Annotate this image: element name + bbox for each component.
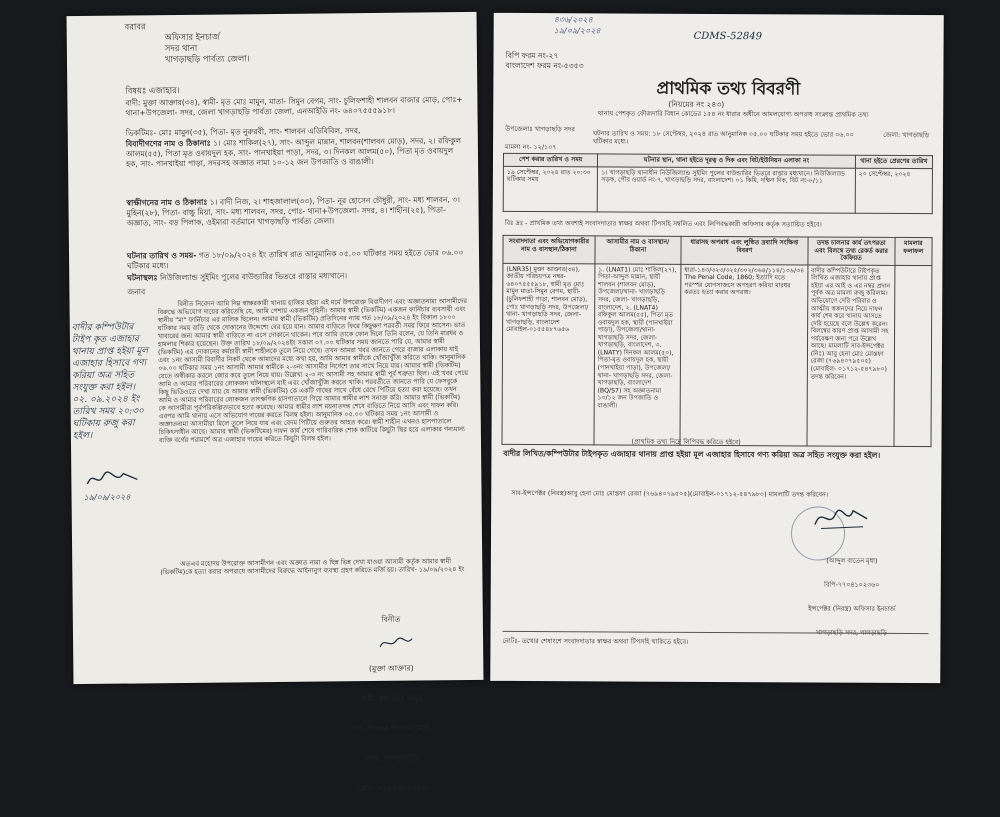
complainant-name: (মুক্তা আক্তার) (368, 663, 414, 674)
plaintiff-info: বাদী: মুক্তা আক্তার(৩৪), স্বামী- মৃত মোঃ মামুন, মাতা- সিমুন বেগম, সাং- চুলিফশাহী শালবন বাজার মোড়, পোঃ+ থানা+উপজেলা- সদর, জেলা খাগড়াছড়ি পার্বত্য জেলা, এনআইডি নং- ৬৪০৭৫৫৫৯১৮। (125, 94, 466, 118)
form-number (505, 51, 583, 71)
complainant-address: সাং- শালবন শালবন মোড়, (351, 723, 433, 734)
cell-investigation: বাদীর কম্পিউটারে টাইপকৃত লিখিত এজাহার থানায় প্রাপ্ত হইয়া এর আই ও এর নম্বর প্রদান পূর্বক অত্র মামলা রুজু করিলাম। অভিযোগে দেরি পরিবার ও আত্মীয় স্বজনদের নিয়ে দাফন কার্য শেষ করে থানায় আসতে দেরি হয়েছে বলে উল্লেখ করেন। বিলম্বের কারণ প্রাপ্ত আসামী সহ পর্যবেক্ষণ জন্য পরে উল্লেখ আছে। মামলাটি সাব-ইন্সপেক্টর (নিঃ) আবু হেনা মোঃ মোস্তফা রেজা (৭৬৯৪০৭৯৫০৫)(মোবাইল- ০১৭১২-৫৪৭৯৮০) তদন্ত করিবেন। (807, 265, 895, 446)
form-rule-number: (নিয়মের নং ২৪৩) (668, 99, 725, 110)
case-number: মামলা নং- ১২/১০৭ (505, 142, 557, 152)
signature-mark-icon (811, 502, 871, 532)
incident-time-text: গত ১৮/০৯/২০২৪ ইং তারিখ রাত আনুমানিক ০৫.০০ ঘটিকার সময় হইতে ভোর ০৬.০০ ঘটিকার মধ্যে। (127, 247, 466, 271)
column-accused: আসামীর নাম ও বাসস্থান/ঠিকানা (595, 236, 681, 264)
form-sub-number: বাংলাদেশ ফরম নং-৫৩৫৩ (505, 60, 584, 71)
parties-table (501, 235, 932, 447)
cell-offence-section: ধারা-১৪৩/৩২৩/৩২৫/৩০২/৩৬৪/১১৪/১০৯/৩৪ The Penal Code, 1860; ইত্যাদি মতে পরস্পর যোগসাজসে অপহরণ করিয়া মারধর করতঃ হত্যা করার অপরাধ। (680, 264, 808, 446)
upazila-label: উপজেলাঃ খাগড়াছড়ি সদর (505, 124, 575, 134)
submission-table-row (503, 166, 932, 213)
endorsement-statement: বাদীর লিখিত/কম্পিউটার টাইপকৃত এজাহার থানায় প্রাপ্ত হইয়া মূল এজাহার হিসাবে গণ্য করিয়া অত্র সহিত সংযুক্ত করা হইল। (503, 448, 881, 460)
cell-informant: (LNR35) মুক্তা আক্তার(৩৪), জাতীয় পরিচয়পত্র নম্বর- ৬৪০৭৫৫৫৯১৮, স্বামী মৃত মোঃ মামুন মাতা-সিমুন বেগম, স্থায়ী- (চুলিফশাহী পাড়া, শালবন মোড়), পোঃ খাগড়াছড়ি সদর, উপজেলা/থানা- খাগড়াছড়ি সদর, জেলা- খাগড়াছড়ি, বাংলাদেশ মোবাইল-০১৫৫৪৮৭৬৫৬ (502, 263, 595, 444)
submission-table (503, 153, 933, 214)
form-number-line: বিপি ফরম নং-২৭ (505, 50, 559, 61)
cell-dispatch-date: ২০ সেপ্টেম্বর, ২০২৪ (855, 168, 932, 213)
column-submission-time: পেশ করার তারিখ ও সময় (503, 153, 597, 166)
signature-mark-icon (83, 465, 143, 492)
witness-text: ১। বাদী নিজ, ২। শাহজালাল(৩৩), পিতা- নূর হোসেন চৌধুরী, সাং- মধ্য শালবন, ৩। মুহিন(২৮), পিতা- বাচ্চু মিয়া, সাং- মধ্য শালবন, সদর, পোঃ- থানা+উপজেলা- সদর, ৪। শাহীন(২৫), পিতা- অজ্ঞাত, সাং- বড় পিলাক, ওইমারা বর্তমানে খাগড়াছড়ি পার্বত্য জেলা। (126, 195, 463, 228)
investigator-assignment: সাব-ইন্সপেক্টর (নিরস্ত্র)আবু হেনা মোঃ মোস্তফা রেজা (৭৬৯৪০৭৯৫০৫)(মোবাইল-০১৭১২-৫৪৭৯৮০) মামলাটি তদন্ত করিবেন। (511, 488, 829, 499)
complainant-mobile: মোঃ- ০১৫৫৪৮৭৬৫৬ (358, 783, 427, 794)
victim-info: ভিকটিমঃ- মোঃ মামুন(৩৫), পিতা- মৃত নুরুরবী, সাং- শালবন এডিবিবিল, সদর, (125, 126, 361, 138)
footer-note: নোটঃ- তথ্যের শেষাংশে সংবাদদাতার স্বাক্ষর অথবা টিপসহি থাকিতে হইবে। (502, 636, 689, 646)
incident-time-heading: ঘটনার তারিখ ও সময়- (126, 250, 197, 261)
receipt-stamp-date: ১৯/০৯/২০২৪ (553, 25, 601, 35)
column-investigation: তদন্ত চালনার কার্য তৎপরতা এবং বিলম্বে তথ্য রেকর্ড করার কৈফিয়ত (808, 237, 895, 265)
complaint-closing: অতএব মহোদয় উপরোক্ত আসামীগন এবং অজ্ঞাত নামা ও ছিন্ন ভিন্ন দেখা যাওয়া আসামী কর্তৃক আমার স্বামী (ভিকটিম)কে হত্যা করার অপরাধে আসামীদের বিরুদ্ধে আইনানুগ ব্যবস্থা গ্রহণ করিতে মর্জি হয়। তারিখ- ১৯/০৯/২০২৪ ইং (160, 557, 465, 577)
record-below-note: (প্রাথমিক তথ্য নিম্নে লিপিবদ্ধ করিতে হইবে) (631, 437, 741, 447)
addressee-line-2: অফিসার ইনচার্জ (164, 31, 220, 43)
column-informant: সংবাদদাতা এবং অভিযোগকারীর নাম ও বাসস্থান/ঠিকানা (503, 235, 595, 263)
incident-place-heading: ঘটনাস্থলঃ (127, 273, 158, 283)
addressee-line-3: সদর থানা (164, 42, 198, 54)
complainant-relation: স্বামী- মৃত মোঃ মামুন (360, 693, 423, 704)
officer-bp-number: বিপি-৭৭০৪১০২৩৬০ (824, 580, 880, 589)
parties-table-header (503, 235, 932, 265)
form-title: প্রাথমিক তথ্য বিবরণী (656, 78, 801, 100)
parties-table-row (502, 263, 932, 446)
complainant-address-2: সদর, খাগড়াছড়ি। (365, 753, 419, 764)
complaint-document-page (67, 12, 484, 794)
column-dispatch-date: থানা হইতে প্রেরণের তারিখ (855, 155, 932, 168)
column-offence-section: ধারাসহ অপরাধ এবং লুণ্ঠিত দ্রব্যাদি সংক্ষিপ্ত বিবরণ (681, 236, 808, 264)
salutation: জনাব (127, 287, 146, 297)
addressee-line-4: খাগড়াছড়ি পার্বত্য জেলা। (164, 53, 250, 65)
officer-signature-block (776, 540, 927, 653)
district-label: জেলা: খাগড়াছড়ি (883, 130, 930, 140)
cell-submission-time: ১৯ সেপ্টেম্বর, ২০২৪ রাত ২০:৩০ ঘটিকার সময় (503, 166, 598, 211)
margin-endorsement-note: বাদীর কম্পিউটার টাইপ কৃত এজাহার থানায় প্রাপ্ত হইয়া মূল এজাহার হিসাবে গণ্য করিয়া অত্র সহিত সংযুক্ত করা হইল। ০২. ০৯.২০২৪ ইং তারিখ সময় ২০:৩০ ঘটিকায় রুজু করা হইল। (71, 322, 149, 442)
incident-place-text: নিউজিল্যান্ড সুইমিং পুলের বাউন্ডারির ভিতরে রাস্তার মধ্যখানে। (159, 271, 348, 283)
column-incident-place: ঘটনার স্থান, থানা হইতে দূরত্ব ও দিক এবং বিট/ইউনিয়ন এলাকা নং (598, 154, 855, 168)
receipt-stamp-number: ৪৩৬/২০২৪ (553, 15, 593, 25)
cell-incident-place: ১। খাগড়াছড়ি থানাধীন নিউজিল্যান্ড সুইমিং পুলের বাউন্ডারির ভিতরে রাস্তার মধ্যখানে। নিউজিল্যান্ড সড়ক, পৌর ওয়ার্ড নং-৭, খাগড়াছড়ি সদর, বাংলাদেশ। ০১ কিমি, দক্ষিণ দিক, বিট নং-৮/১১ (598, 166, 856, 212)
complainant-signature-block (331, 594, 453, 815)
officer-signature-mark (811, 502, 871, 532)
addressee-line-1: বরাবর (124, 21, 146, 32)
sign-off: বিনীত (381, 614, 401, 624)
case-reference-handwritten: CDMS-52849 (693, 30, 762, 43)
form-subtitle: থানায় পেশকৃত ফৌজদারি বিধান কোডের ১৫৪ নং ধারার অধীনে আমলযোগ্য অপরাধ সংক্রান্ত প্রাথমিক তথ্য (597, 109, 869, 119)
accused-text: ১। মোঃ শাকিল(২৭), সাং- আব্দুল মান্নান, শালবন(শালবন মোড়), সদর, ২। রফিকুল আলম(৫৫), পিতা মৃত ওবায়দুল হক, সাং- পানখাইয়া পাড়া, সদর, ৩। দিনকল আলম(৫০), পিতা মৃত ওবায়দুল হক, সাং- পানখাইয়া পাড়া, সদরসহ অজ্ঞাত নামা ১০-১২ জন উপজাতি ও বাঙালী। (125, 136, 464, 169)
officer-name: (আব্দুল বাতেন মৃধা) (826, 556, 878, 565)
attestation-note: বিঃ দ্রঃ - প্রাথমিক তথ্য অবশ্যই সংবাদদাতার স্বাক্ষর অথবা টিপসহি সম্বলিত এবং লিপিবদ্ধকারী অফিসার কর্তৃক সত্যায়িত হইবে। (504, 218, 822, 229)
receipt-stamp (554, 15, 601, 36)
subject-line: বিষয়ঃ এজাহার। (125, 84, 180, 96)
witness-heading: স্বাক্ষীগনের নাম ও ঠিকানাঃ (126, 197, 208, 208)
accused-heading: বিবাদীগণের নাম ও ঠিকানাঃ (125, 138, 211, 149)
cell-case-result (894, 265, 932, 446)
incident-time (127, 248, 467, 272)
margin-signature-date: ১৯/০৯/২০২৪ (83, 492, 131, 503)
fir-form-page (490, 13, 943, 683)
officer-title: ইন্সপেক্টর (নিরস্ত্র) অফিসার ইনচার্জ (808, 604, 896, 613)
witness-section (126, 195, 466, 229)
complaint-body: বিনীত নিবেদন আমি নিম্ন স্বাক্ষরকারী থানায় হাজির হইয়া এই মর্মে উপরোক্ত বিবাদীগণ এবং অজ্ঞাতনামা আসামীদের বিরুদ্ধে অভিযোগ দায়ের করিতেছি যে, আমি পেশায় একজন গৃহিনী। আমার স্বামী (ভিকটিম) একজন ফার্নিচার ব্যবসায়ী এবং স্থানীয় "মা" ফার্নিচার এর মালিক ছিলেন। আমার স্বামী (ভিকটিম) প্রতিদিনের ন্যায় গত ১৮/০৯/২০২৪ ইং বিকাল ১৮০০ ঘটিকার সময় বাড়ি থেকে দোকানের উদ্দেশ্যে বের হয়ে যান। আমার বাড়িতে ফিরে কিছুক্ষণ পরবর্তী সময় ফিরে আসেন। ভাত খাবারের জন্য আমার স্বামী বাড়িতে না এসে দোকানে থাকেন। পরে আমি তাকে ফোন দিলে তিনি বলেন, যে তিনি মারধর ও হামলার শিকার হয়েছেন। উক্ত তারিখ ১৮/০৯/২০২৪ইং সকাল ০৭.০০ ঘটিকার সময় জানতে পারি যে, আমার স্বামী (ভিকটিম) এর দোকানের কর্মচারী স্বামী শাহীনকে তুলে নিয়ে গেছে। তখন আমরা খবর জানতে পেরে বাজার এলাকায় যাই এবং ১নং আসামী বিবাদীর নিকট থেকে আমাদের মধ্যে কথা হয়, আমি আমার স্বামীকে খোঁজাখুঁজি করিতে থাকি। আনুমানিক ০৬.০০ ঘটিকার সময় ১নং আসামী আমার স্বামীকে ২-৩নং আসামীর নির্দেশে তার সাথে নিয়ে যায়। আমার স্বামী (ভিকটিম) যেতে অস্বীকার করলে জোর করে তুলে নিয়ে যায়। উল্লেখ্য ২-৩ নং আসামী সহ আমার স্বামী পূর্ব শত্রুতা ছিল। এই খবর পেয়ে আমি ও আমার পরিবারের লোকজন ঘটনাস্থলে যাই এবং খোঁজাখুঁজি করতে থাকি। পরবর্তীতে জানতে পারি যে ফেসবুকে কিছু ভিডিওতে দেখা যায় যে আমার স্বামী (ভিকটিম) কে একটি গাছের সাথে বেঁধে রেখে পিটিয়ে হত্যা করা হয়েছে। তখন আমি ও আমার পরিবারের লোকজন তাৎক্ষণিক হাসপাতালে গিয়ে আমার স্বামীর লাশ সনাক্ত করি। আমার স্বামী (ভিকটিম) কে আসামীরা পূর্বপরিকল্পিতভাবে হত্যা করেছে। আমার স্বামীর লাশ ময়নাতদন্ত শেষে বাড়িতে নিয়ে আসি এবং দাফন করি। এরপর আমি থানায় এসে অভিযোগ দায়ের করতে বিলম্ব হইল। আনুমানিক ০৫.০০ ঘটিকার সময় ১নং আসামী ও অজ্ঞাতনামা আসামীরা মিলে তুলে নিয়ে যায় এবং বেদম পিটিয়ে গুরুতর আহত করে। স্বামী শাহীন এখনও হাসপাতালে চিকিৎসাধীন আছে। আমার স্বামী (ভিকটিমের) দাফন কার্য শেষে পারিবারিক শোক কাটিয়ে কিছুটা স্থির হয়ে এলাকার গন্যমান্য ব্যক্তি বর্গের পরামর্শে অত্র এজাহার দায়ের করিতে কিছুটা বিলম্ব হইল। (157, 296, 471, 445)
column-case-result: মামলার ফলাফল (894, 237, 932, 265)
addressee (125, 20, 250, 66)
incident-place (127, 270, 467, 284)
incident-date-time: ঘটনার তারিখ ও সময়: ১৮ সেপ্টেম্বর, ২০২৪ রাত আনুমানিক ০৫.০০ ঘটিকার সময় হইতে ভোর ০৬.০০ ঘটিকার মধ্যে। (593, 129, 856, 146)
cell-accused: ১. (LNAT1) মোঃ শাকিল(২৭), পিতা-আব্দুল মান্নান, স্থায়ী শালবন (শালবন মোড়), উপজেলা/থানা- খাগড়াছড়ি সদর, জেলা- খাগড়াছড়ি, বাংলাদেশ, ২. (LNAT4) রফিকুল আলম(৫৫), পিতা মৃত ওবায়দুল হক, স্থায়ী (পানখাইয়া পাড়া), উপজেলা/থানা- খাগড়াছড়ি সদর, জেলা- খাগড়াছড়ি, বাংলাদেশ, ৩. (LNATY) দিনকল আলম(৫০), পিতা-মৃত ওবায়দুল হক, স্থায়ী (পানখাইয়া পাড়া), উপজেলা/থানা- খাগড়াছড়ি সদর, জেলা- খাগড়াছড়ি, বাংলাদেশ (BQ/S7) সহ অজ্ঞাতনামা ১০/১২ জন উপজাতি ও বাঙালী। (594, 264, 681, 445)
accused-section (126, 136, 466, 170)
officer-margin-signature (83, 465, 143, 505)
complainant-signature-icon (376, 635, 416, 651)
